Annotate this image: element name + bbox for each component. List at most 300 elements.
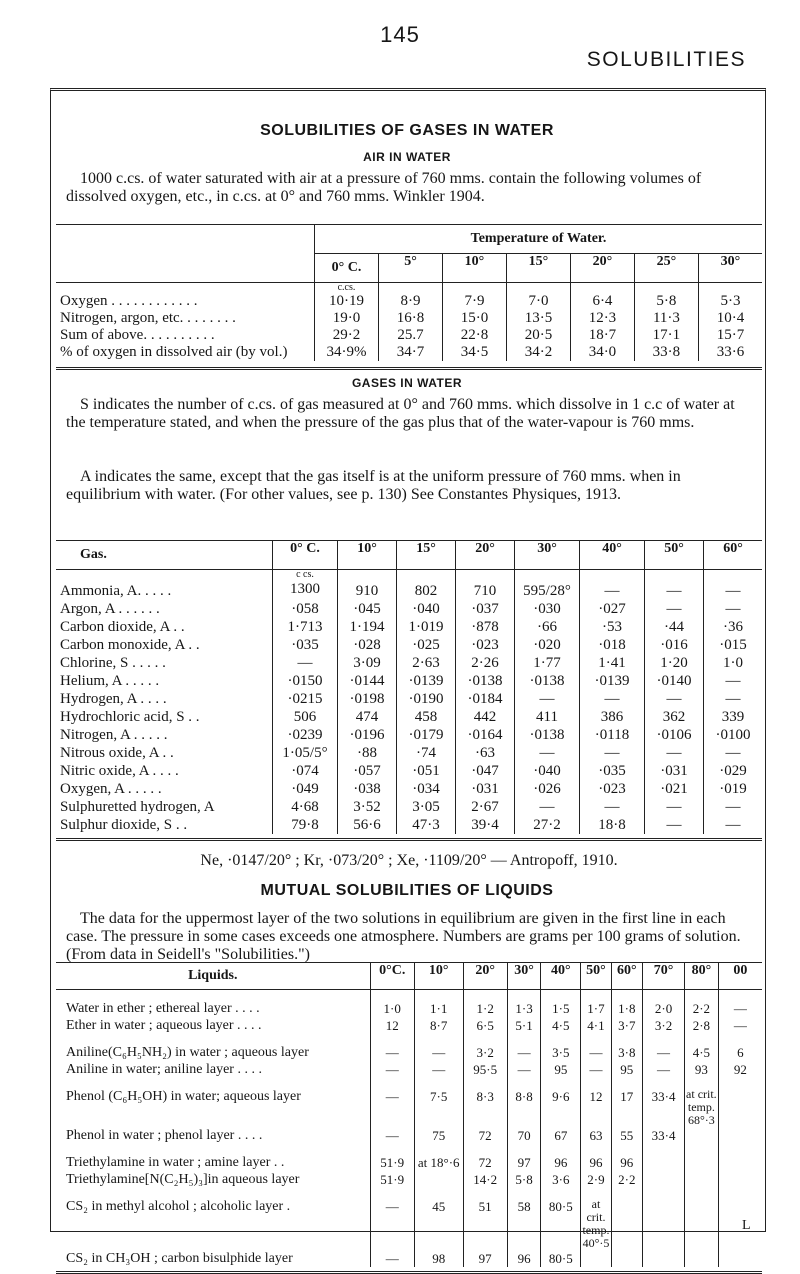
gas-cell — [273, 570, 338, 601]
liquid-cell: 12 — [370, 1017, 414, 1034]
liquid-label: Aniline in water; aniline layer . . . . — [56, 1061, 370, 1078]
liquid-cell: 4·5 — [541, 1017, 581, 1034]
liquid-cell: 98 — [414, 1250, 463, 1267]
liq-col-header: 10° — [414, 963, 463, 990]
gas-cell: ·0196 — [338, 726, 397, 744]
section-title-liquids: MUTUAL SOLUBILITIES OF LIQUIDS — [260, 882, 554, 899]
liquid-cell: 1·3 — [507, 990, 541, 1018]
cell: 34·9% — [326, 344, 367, 360]
liquid-row — [56, 1250, 762, 1267]
liquid-cell: — — [642, 1034, 684, 1061]
liquid-cell — [718, 1250, 762, 1267]
liquid-cell — [642, 1250, 684, 1267]
gas-cell: ·66 — [515, 618, 580, 636]
gas-cell: — — [645, 570, 704, 601]
air-table-rule — [56, 361, 762, 369]
cell: 15·7 — [716, 327, 745, 343]
gas-cell: ·016 — [645, 636, 704, 654]
gas-cell: ·0138 — [515, 726, 580, 744]
liquid-cell: 2·2 — [685, 990, 719, 1018]
liquid-cell: 92 — [733, 1062, 747, 1077]
liquid-cell — [718, 1144, 762, 1171]
air-col-header: 0° C. — [315, 254, 379, 283]
running-head: SOLUBILITIES — [586, 48, 746, 71]
gas-col-header: 0° C. — [273, 541, 338, 570]
liq-col-header: 30° — [507, 963, 541, 990]
gas-cell: 2·67 — [456, 798, 515, 816]
air-row-label: Sum of above. . . . . . . . . . — [60, 327, 215, 343]
liquid-cell: 80·5 — [541, 1188, 581, 1250]
gas-cell: 802 — [397, 570, 456, 601]
liquid-cell: — — [733, 1018, 747, 1033]
gases-para-1 — [66, 396, 756, 432]
liquid-label: Phenol in water ; phenol layer . . . . — [56, 1127, 370, 1144]
air-col-header: 20° — [570, 254, 634, 283]
gas-cell: 3·05 — [397, 798, 456, 816]
gas-label: Oxygen, A . . . . . — [56, 780, 273, 798]
gas-cell: 386 — [580, 708, 645, 726]
liquid-cell: 2·2 — [611, 1171, 642, 1188]
liquid-cell: 5·8 — [507, 1171, 541, 1188]
gas-cell: ·019 — [719, 781, 747, 797]
gas-cell: 1·0 — [723, 655, 743, 671]
liquid-cell: 51·9 — [370, 1171, 414, 1188]
liquid-cell: — — [414, 1034, 463, 1061]
gas-cell: ·0139 — [397, 672, 456, 690]
liquid-rows — [56, 990, 762, 1268]
gas-cell: ·038 — [338, 780, 397, 798]
liquid-cell — [685, 1250, 719, 1267]
air-col-3 — [506, 283, 570, 362]
cell: 17·1 — [652, 327, 681, 343]
liquid-row — [56, 1144, 762, 1171]
liq-col-header: 80° — [685, 963, 719, 990]
gas-cell: 2·63 — [397, 654, 456, 672]
cell: 34·5 — [460, 344, 489, 360]
liquid-cell: — — [507, 1061, 541, 1078]
liquid-cell: 72 — [463, 1144, 507, 1171]
liquid-cell: — — [370, 1127, 414, 1144]
cell: 11·3 — [652, 310, 680, 326]
gas-cell: ·0100 — [715, 727, 751, 743]
gas-cell: ·0106 — [645, 726, 704, 744]
liquid-cell: 2·8 — [685, 1017, 719, 1034]
liquid-cell: 3·2 — [463, 1034, 507, 1061]
liquid-cell — [718, 1171, 762, 1188]
liquid-cell: — — [370, 1061, 414, 1078]
air-col-6 — [698, 283, 762, 362]
gas-col-header: 50° — [645, 541, 704, 570]
air-col-2 — [442, 283, 506, 362]
liquid-label: CS₂ in methyl alcohol ; alcoholic layer . — [56, 1188, 370, 1250]
liquid-cell: — — [733, 1001, 747, 1016]
gas-cell: 458 — [397, 708, 456, 726]
gas-cell: — — [725, 745, 741, 761]
liq-col-header: 60° — [611, 963, 642, 990]
cell: 22·8 — [460, 327, 489, 343]
gas-cell: — — [725, 817, 741, 833]
gas-cell: ·53 — [580, 618, 645, 636]
air-col-header: 10° — [442, 254, 506, 283]
gas-cell: ·878 — [456, 618, 515, 636]
gas-cell: ·0138 — [456, 672, 515, 690]
gas-cell: — — [515, 798, 580, 816]
gas-cell: — — [725, 601, 741, 617]
gas-cell: ·0138 — [515, 672, 580, 690]
liquid-cell: 96 — [541, 1144, 581, 1171]
gas-row — [56, 570, 762, 601]
cell: 33·6 — [716, 344, 745, 360]
cell: 10·19 — [329, 293, 364, 309]
liquid-cell: 14·2 — [463, 1171, 507, 1188]
gas-cell: 474 — [338, 708, 397, 726]
cell: 5·3 — [720, 293, 741, 309]
gas-label: Carbon dioxide, A . . — [56, 618, 273, 636]
gas-cell: ·026 — [515, 780, 580, 798]
gases-table — [56, 540, 762, 841]
air-col-1 — [379, 283, 443, 362]
air-intro-text: 1000 c.cs. of water saturated with air at a pressure of 760 mms. contain the following volumes of dissolved oxygen, etc., in c.cs. at 0° and 760 mms. Winkler 1904. — [66, 170, 702, 205]
gas-cell: ·0184 — [456, 690, 515, 708]
gas-cell: ·023 — [580, 780, 645, 798]
liquid-cell: 1·1 — [414, 990, 463, 1018]
gas-cell: ·029 — [719, 763, 747, 779]
gas-cell: 3·52 — [338, 798, 397, 816]
gas-label: Chlorine, S . . . . . — [56, 654, 273, 672]
section-title-gases: SOLUBILITIES OF GASES IN WATER — [260, 122, 554, 139]
gas-row — [56, 618, 762, 636]
liquid-cell: at crit. temp. 40°·5 — [581, 1188, 611, 1250]
gas-cell: ·031 — [456, 780, 515, 798]
gas-cell: ·049 — [273, 780, 338, 798]
liquid-cell: 3·2 — [642, 1017, 684, 1034]
liquid-cell: at crit. temp. 68°·3 — [685, 1078, 719, 1127]
gas-row — [56, 690, 762, 708]
cell: 29·2 — [332, 327, 361, 343]
cell: 6·4 — [592, 293, 613, 309]
liquid-cell: 1·2 — [463, 990, 507, 1018]
gas-cell: ·74 — [397, 744, 456, 762]
gas-cell: 27·2 — [515, 816, 580, 834]
gas-cell: ·057 — [338, 762, 397, 780]
cell: 19·0 — [332, 310, 361, 326]
air-col-header: 30° — [698, 254, 762, 283]
liquid-cell: 93 — [685, 1061, 719, 1078]
gases-para-1-text: S indicates the number of c.cs. of gas measured at 0° and 760 mms. which dissolve in 1 c.c of water at the temperature stated, and when the pressure of the gas plus that of the water-vapour is 760 mms. — [66, 396, 735, 431]
liquid-cell: — — [642, 1061, 684, 1078]
gas-cell: 79·8 — [273, 816, 338, 834]
liquid-cell: 70 — [507, 1127, 541, 1144]
liquid-cell: 97 — [507, 1144, 541, 1171]
liquid-cell: 58 — [507, 1188, 541, 1250]
liquid-cell: 95 — [611, 1061, 642, 1078]
liquid-cell — [642, 1171, 684, 1188]
gas-col-header: 20° — [456, 541, 515, 570]
gas-cell: ·0164 — [456, 726, 515, 744]
cell: 16·8 — [396, 310, 425, 326]
liquid-row — [56, 1078, 762, 1127]
gas-cell: ·0179 — [397, 726, 456, 744]
liquid-cell: 8·8 — [507, 1078, 541, 1127]
liquids-intro — [66, 910, 756, 964]
liq-col-header: 70° — [642, 963, 684, 990]
gas-row — [56, 816, 762, 834]
liquid-cell: 4·5 — [685, 1034, 719, 1061]
gas-cell: 47·3 — [397, 816, 456, 834]
gas-cell: 910 — [338, 570, 397, 601]
liquid-cell: 1·8 — [611, 990, 642, 1018]
liquid-label: Aniline(C₆H₅NH₂) in water ; aqueous layer — [56, 1034, 370, 1061]
gas-cell: ·027 — [580, 600, 645, 618]
temperature-header: Temperature of Water. — [315, 225, 762, 254]
liquids-intro-text: The data for the uppermost layer of the two solutions in equilibrium are given in the first line in each case. The pressure in some cases exceeds one atmosphere. Numbers are grams per 100 grams of solution. (From data in Seidell's "Solubilities.") — [66, 910, 741, 963]
gas-cell: ·074 — [273, 762, 338, 780]
liquid-cell: 95 — [541, 1061, 581, 1078]
gas-col-header: 40° — [580, 541, 645, 570]
gas-cell: 1·41 — [580, 654, 645, 672]
unit-label: c.cs. — [337, 282, 356, 293]
liquid-cell: 1·5 — [541, 990, 581, 1018]
liquid-cell: 3·6 — [541, 1171, 581, 1188]
rare-gases-note: Ne, ·0147/20° ; Kr, ·073/20° ; Xe, ·1109/20° — Antropoff, 1910. — [200, 852, 618, 869]
liquid-row — [56, 990, 762, 1018]
liquid-label: CS₂ in CH₃OH ; carbon bisulphide layer — [56, 1250, 370, 1267]
gas-col-header: 15° — [397, 541, 456, 570]
gas-cell: ·037 — [456, 600, 515, 618]
gas-cell: 506 — [273, 708, 338, 726]
gas-value: 1300 — [290, 581, 320, 597]
air-col-header: 25° — [634, 254, 698, 283]
liquid-cell — [718, 1127, 762, 1144]
gas-cell: ·015 — [719, 637, 747, 653]
cell: 34·7 — [396, 344, 425, 360]
liquid-cell: 63 — [581, 1127, 611, 1144]
gas-cell: ·0118 — [580, 726, 645, 744]
gas-cell: ·63 — [456, 744, 515, 762]
gas-row — [56, 744, 762, 762]
gases-table-rule — [56, 834, 762, 840]
cell: 25.7 — [397, 327, 424, 343]
liquid-cell: 75 — [414, 1127, 463, 1144]
gas-cell: ·0190 — [397, 690, 456, 708]
liquid-cell: — — [507, 1034, 541, 1061]
liquid-cell: 6 — [737, 1045, 744, 1060]
gas-cell: 1·05/5° — [273, 744, 338, 762]
liq-col-header: 00 — [718, 963, 762, 990]
liquid-label: Triethylamine[N(C₂H₅)₃]in aqueous layer — [56, 1171, 370, 1188]
liquid-cell — [718, 1078, 762, 1127]
cell: 8·9 — [400, 293, 421, 309]
gas-cell: 39·4 — [456, 816, 515, 834]
liquid-cell: 96 — [507, 1250, 541, 1267]
gas-cell: 56·6 — [338, 816, 397, 834]
gas-label: Helium, A . . . . . — [56, 672, 273, 690]
liquid-cell: 4·1 — [581, 1017, 611, 1034]
liquids-table-rule — [56, 1267, 762, 1273]
gas-cell: ·44 — [645, 618, 704, 636]
liquid-cell: 72 — [463, 1127, 507, 1144]
gas-cell: 18·8 — [580, 816, 645, 834]
liquid-cell — [414, 1171, 463, 1188]
gas-cell: ·045 — [338, 600, 397, 618]
liquid-cell — [718, 1188, 762, 1250]
cell: 12·3 — [588, 310, 617, 326]
gas-label: Argon, A . . . . . . — [56, 600, 273, 618]
gas-label: Nitric oxide, A . . . . — [56, 762, 273, 780]
gas-cell: — — [645, 798, 704, 816]
gases-para-2-text: A indicates the same, except that the gas itself is at the uniform pressure of 760 mms. when in equilibrium with water. (For other values, see p. 130) See Constantes Physiques, 1913. — [66, 468, 681, 503]
gas-cell: 2·26 — [456, 654, 515, 672]
cell: 10·4 — [716, 310, 745, 326]
gas-cell: ·025 — [397, 636, 456, 654]
gas-cell: — — [725, 673, 741, 689]
liquid-cell: 9·6 — [541, 1078, 581, 1127]
liquid-cell: 3·8 — [611, 1034, 642, 1061]
gas-cell: — — [725, 691, 741, 707]
gas-cell: 1·194 — [338, 618, 397, 636]
gas-cell: 362 — [645, 708, 704, 726]
signature-mark: L — [742, 1218, 751, 1233]
gas-cell: ·0198 — [338, 690, 397, 708]
liquid-cell: 3·7 — [611, 1017, 642, 1034]
liquid-row — [56, 1034, 762, 1061]
gases-para-2 — [66, 468, 756, 504]
liquid-cell: 1·0 — [370, 990, 414, 1018]
gas-label: Ammonia, A. . . . . — [56, 570, 273, 601]
cell: 20·5 — [524, 327, 553, 343]
liquid-cell — [611, 1250, 642, 1267]
cell: 15·0 — [460, 310, 489, 326]
air-row-label: % of oxygen in dissolved air (by vol.) — [60, 344, 288, 360]
gas-cell: 339 — [721, 709, 745, 725]
cell: 34·0 — [588, 344, 617, 360]
gas-col-header: 10° — [338, 541, 397, 570]
gas-cell: 411 — [515, 708, 580, 726]
liquid-label: Triethylamine in water ; amine layer . . — [56, 1144, 370, 1171]
gas-cell: 1·77 — [515, 654, 580, 672]
gas-label: Sulphur dioxide, S . . — [56, 816, 273, 834]
liquid-cell: 12 — [581, 1078, 611, 1127]
gas-row — [56, 636, 762, 654]
liquid-cell: — — [370, 1188, 414, 1250]
liquid-cell: — — [581, 1034, 611, 1061]
liquid-cell: 8·7 — [414, 1017, 463, 1034]
liquid-cell: 2·9 — [581, 1171, 611, 1188]
cell: 7·9 — [464, 293, 485, 309]
gas-cell: — — [580, 744, 645, 762]
gas-label: Carbon monoxide, A . . — [56, 636, 273, 654]
gas-cell: — — [515, 744, 580, 762]
gas-cell: ·047 — [456, 762, 515, 780]
gas-cell: — — [580, 690, 645, 708]
gas-cell: ·88 — [338, 744, 397, 762]
gas-cell: ·36 — [723, 619, 743, 635]
gas-header: Gas. — [56, 541, 273, 570]
liquid-row — [56, 1171, 762, 1188]
gas-cell: 1·713 — [273, 618, 338, 636]
liquid-cell: 33·4 — [642, 1127, 684, 1144]
gas-cell: 1·019 — [397, 618, 456, 636]
liquid-cell — [642, 1144, 684, 1171]
cell: 5·8 — [656, 293, 677, 309]
liquid-cell: 17 — [611, 1078, 642, 1127]
subtitle-air-in-water: AIR IN WATER — [363, 150, 451, 164]
gas-cell: ·0150 — [273, 672, 338, 690]
liquid-cell: 2·0 — [642, 990, 684, 1018]
gas-col-header: 60° — [704, 541, 763, 570]
liquid-cell: 51·9 — [370, 1144, 414, 1171]
liquid-cell — [581, 1250, 611, 1267]
liquid-cell: 33·4 — [642, 1078, 684, 1127]
gas-row — [56, 708, 762, 726]
liquid-cell: — — [370, 1078, 414, 1127]
liquid-cell: 55 — [611, 1127, 642, 1144]
gas-cell: ·034 — [397, 780, 456, 798]
gas-cell: ·035 — [580, 762, 645, 780]
gas-row — [56, 654, 762, 672]
liquid-cell: 1·7 — [581, 990, 611, 1018]
air-row-label: Nitrogen, argon, etc. . . . . . . . — [60, 310, 236, 326]
liq-col-header: 40° — [541, 963, 581, 990]
gas-cell: ·0215 — [273, 690, 338, 708]
gas-cell: ·028 — [338, 636, 397, 654]
air-col-header: 15° — [506, 254, 570, 283]
gas-cell: ·0140 — [645, 672, 704, 690]
gas-cell: — — [645, 744, 704, 762]
gas-row — [56, 780, 762, 798]
air-table-stub — [56, 225, 315, 283]
liq-col-header: 20° — [463, 963, 507, 990]
air-intro — [66, 170, 756, 206]
gas-rows — [56, 570, 762, 835]
liquid-row — [56, 1061, 762, 1078]
cell: 33·8 — [652, 344, 681, 360]
gas-cell: — — [645, 816, 704, 834]
liquid-row — [56, 1127, 762, 1144]
gas-cell: 3·09 — [338, 654, 397, 672]
liq-col-header: 50° — [581, 963, 611, 990]
gas-cell: ·051 — [397, 762, 456, 780]
liquid-cell — [685, 1127, 719, 1144]
liquid-label: Phenol (C₆H₅OH) in water; aqueous layer — [56, 1078, 370, 1127]
gas-row — [56, 798, 762, 816]
gas-cell: ·035 — [273, 636, 338, 654]
gas-cell: — — [273, 654, 338, 672]
gas-cell: 710 — [456, 570, 515, 601]
liquids-header: Liquids. — [56, 963, 370, 990]
liquid-cell — [642, 1188, 684, 1250]
liquid-cell: 95·5 — [463, 1061, 507, 1078]
liquid-cell: 5·1 — [507, 1017, 541, 1034]
gas-label: Nitrogen, A . . . . . — [56, 726, 273, 744]
liquid-cell: 51 — [463, 1188, 507, 1250]
liquid-cell: — — [414, 1061, 463, 1078]
gas-cell: ·0144 — [338, 672, 397, 690]
liquid-cell: 3·5 — [541, 1034, 581, 1061]
liquid-cell: 8·3 — [463, 1078, 507, 1127]
gas-cell: ·023 — [456, 636, 515, 654]
gas-cell: ·030 — [515, 600, 580, 618]
gas-row — [56, 600, 762, 618]
liquid-cell — [685, 1144, 719, 1171]
liquid-row — [56, 1188, 762, 1250]
liquid-cell: 45 — [414, 1188, 463, 1250]
gas-col-header: 30° — [515, 541, 580, 570]
air-row-label: Oxygen . . . . . . . . . . . . — [60, 293, 198, 309]
gas-cell: ·040 — [397, 600, 456, 618]
air-in-water-table — [56, 224, 762, 370]
subtitle-gases-in-water: GASES IN WATER — [351, 376, 463, 390]
